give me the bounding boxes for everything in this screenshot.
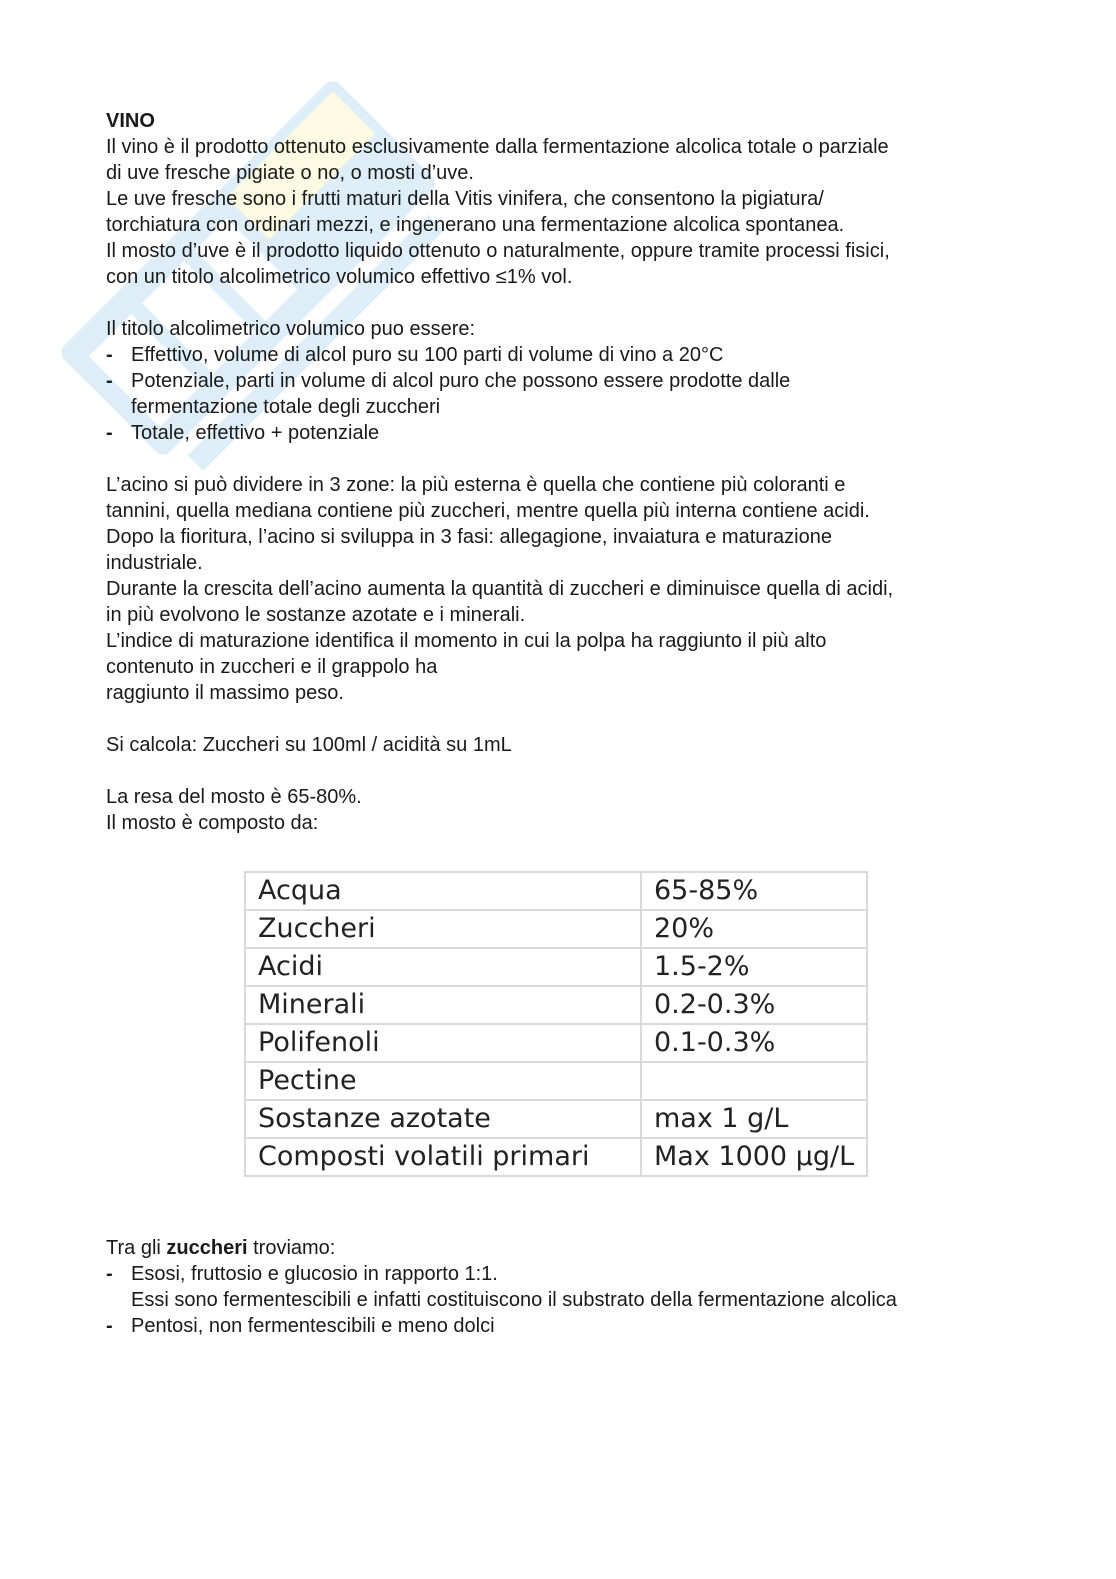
mosto-composition-table: [244, 871, 868, 1177]
intro-line: torchiatura con ordinari mezzi, e ingenerano una fermentazione alcolica spontanea.: [106, 214, 845, 236]
list-item: [106, 1261, 1026, 1313]
list-item-text: Pentosi, non fermentescibili e meno dolci: [131, 1315, 495, 1337]
intro-line: Le uve fresche sono i frutti maturi della Vitis vinifera, che consentono la pigiatura/: [106, 188, 824, 210]
list-item-text: Esosi, fruttosio e glucosio in rapporto 1:1.: [131, 1263, 498, 1285]
acino-line: Durante la crescita dell’acino aumenta la quantità di zuccheri e diminuisce quella di acidi,: [106, 578, 894, 600]
zuccheri-list: [106, 1261, 1026, 1339]
dash-bullet: -: [106, 370, 113, 392]
component-cell: Acidi: [245, 948, 641, 986]
acino-line: industriale.: [106, 552, 203, 574]
list-item-text: Effettivo, volume di alcol puro su 100 parti di volume di vino a 20°C: [131, 344, 724, 366]
document-title: VINO: [106, 110, 155, 132]
list-item-text: fermentazione totale degli zuccheri: [131, 396, 441, 418]
intro-line: Il mosto d’uve è il prodotto liquido ottenuto o naturalmente, oppure tramite processi fisici,: [106, 240, 890, 262]
list-item-text: Totale, effettivo + potenziale: [131, 422, 380, 444]
acino-line: L’acino si può dividere in 3 zone: la più esterna è quella che contiene più coloranti e: [106, 474, 846, 496]
dash-bullet: -: [106, 1263, 113, 1285]
dash-bullet: -: [106, 1315, 113, 1337]
intro-paragraph: [106, 134, 1016, 290]
component-cell: Acqua: [245, 872, 641, 910]
list-item: [106, 420, 1016, 446]
acino-line: in più evolvono le sostanze azotate e i minerali.: [106, 604, 526, 626]
acino-line: raggiunto il massimo peso.: [106, 682, 344, 704]
acino-line: contenuto in zuccheri e il grappolo ha: [106, 656, 438, 678]
zuccheri-section: [106, 1235, 1026, 1339]
list-item: [106, 368, 1016, 420]
list-item-text: Essi sono fermentescibili e infatti costituiscono il substrato della fermentazione alcolica: [131, 1289, 897, 1311]
component-cell: Polifenoli: [245, 1024, 641, 1062]
table-row: [245, 910, 867, 948]
calcolo-line: Si calcola: Zuccheri su 100ml / acidità su 1mL: [106, 734, 512, 756]
table-row: [245, 1062, 867, 1100]
list-item-text: Potenziale, parti in volume di alcol puro che possono essere prodotte dalle: [131, 370, 791, 392]
document-body: [106, 108, 1016, 836]
table-row: [245, 872, 867, 910]
intro-line: Il vino è il prodotto ottenuto esclusivamente dalla fermentazione alcolica totale o parziale: [106, 136, 889, 158]
component-cell: Minerali: [245, 986, 641, 1024]
composto-line: Il mosto è composto da:: [106, 812, 319, 834]
table-row: [245, 986, 867, 1024]
intro-line: con un titolo alcolimetrico volumico effettivo ≤1% vol.: [106, 266, 573, 288]
table-row: [245, 948, 867, 986]
percentage-cell: 0.1-0.3%: [641, 1024, 867, 1062]
dash-bullet: -: [106, 422, 113, 444]
table-row: [245, 1100, 867, 1138]
percentage-cell: 0.2-0.3%: [641, 986, 867, 1024]
zuccheri-bold: zuccheri: [166, 1237, 248, 1259]
percentage-cell: max 1 g/L: [641, 1100, 867, 1138]
titolo-heading: Il titolo alcolimetrico volumico puo essere:: [106, 318, 476, 340]
component-cell: Composti volatili primari: [245, 1138, 641, 1176]
percentage-cell: [641, 1062, 867, 1100]
list-item: [106, 1313, 1026, 1339]
titolo-list: [106, 342, 1016, 446]
zuccheri-intro: Tra gli zuccheri troviamo:: [106, 1237, 336, 1259]
percentage-cell: Max 1000 µg/L: [641, 1138, 867, 1176]
component-cell: Sostanze azotate: [245, 1100, 641, 1138]
intro-line: di uve fresche pigiate o no, o mosti d’uve.: [106, 162, 474, 184]
acino-paragraph: [106, 472, 1016, 706]
percentage-cell: 20%: [641, 910, 867, 948]
acino-line: L’indice di maturazione identifica il momento in cui la polpa ha raggiunto il più alto: [106, 630, 827, 652]
resa-line: La resa del mosto è 65-80%.: [106, 786, 362, 808]
component-cell: Pectine: [245, 1062, 641, 1100]
component-cell: Zuccheri: [245, 910, 641, 948]
acino-line: Dopo la fioritura, l’acino si sviluppa in 3 fasi: allegagione, invaiatura e maturazione: [106, 526, 832, 548]
table-row: [245, 1138, 867, 1176]
list-item: [106, 342, 1016, 368]
acino-line: tannini, quella mediana contiene più zuccheri, mentre quella più interna contiene acidi.: [106, 500, 870, 522]
dash-bullet: -: [106, 344, 113, 366]
table-row: [245, 1024, 867, 1062]
percentage-cell: 65-85%: [641, 872, 867, 910]
percentage-cell: 1.5-2%: [641, 948, 867, 986]
